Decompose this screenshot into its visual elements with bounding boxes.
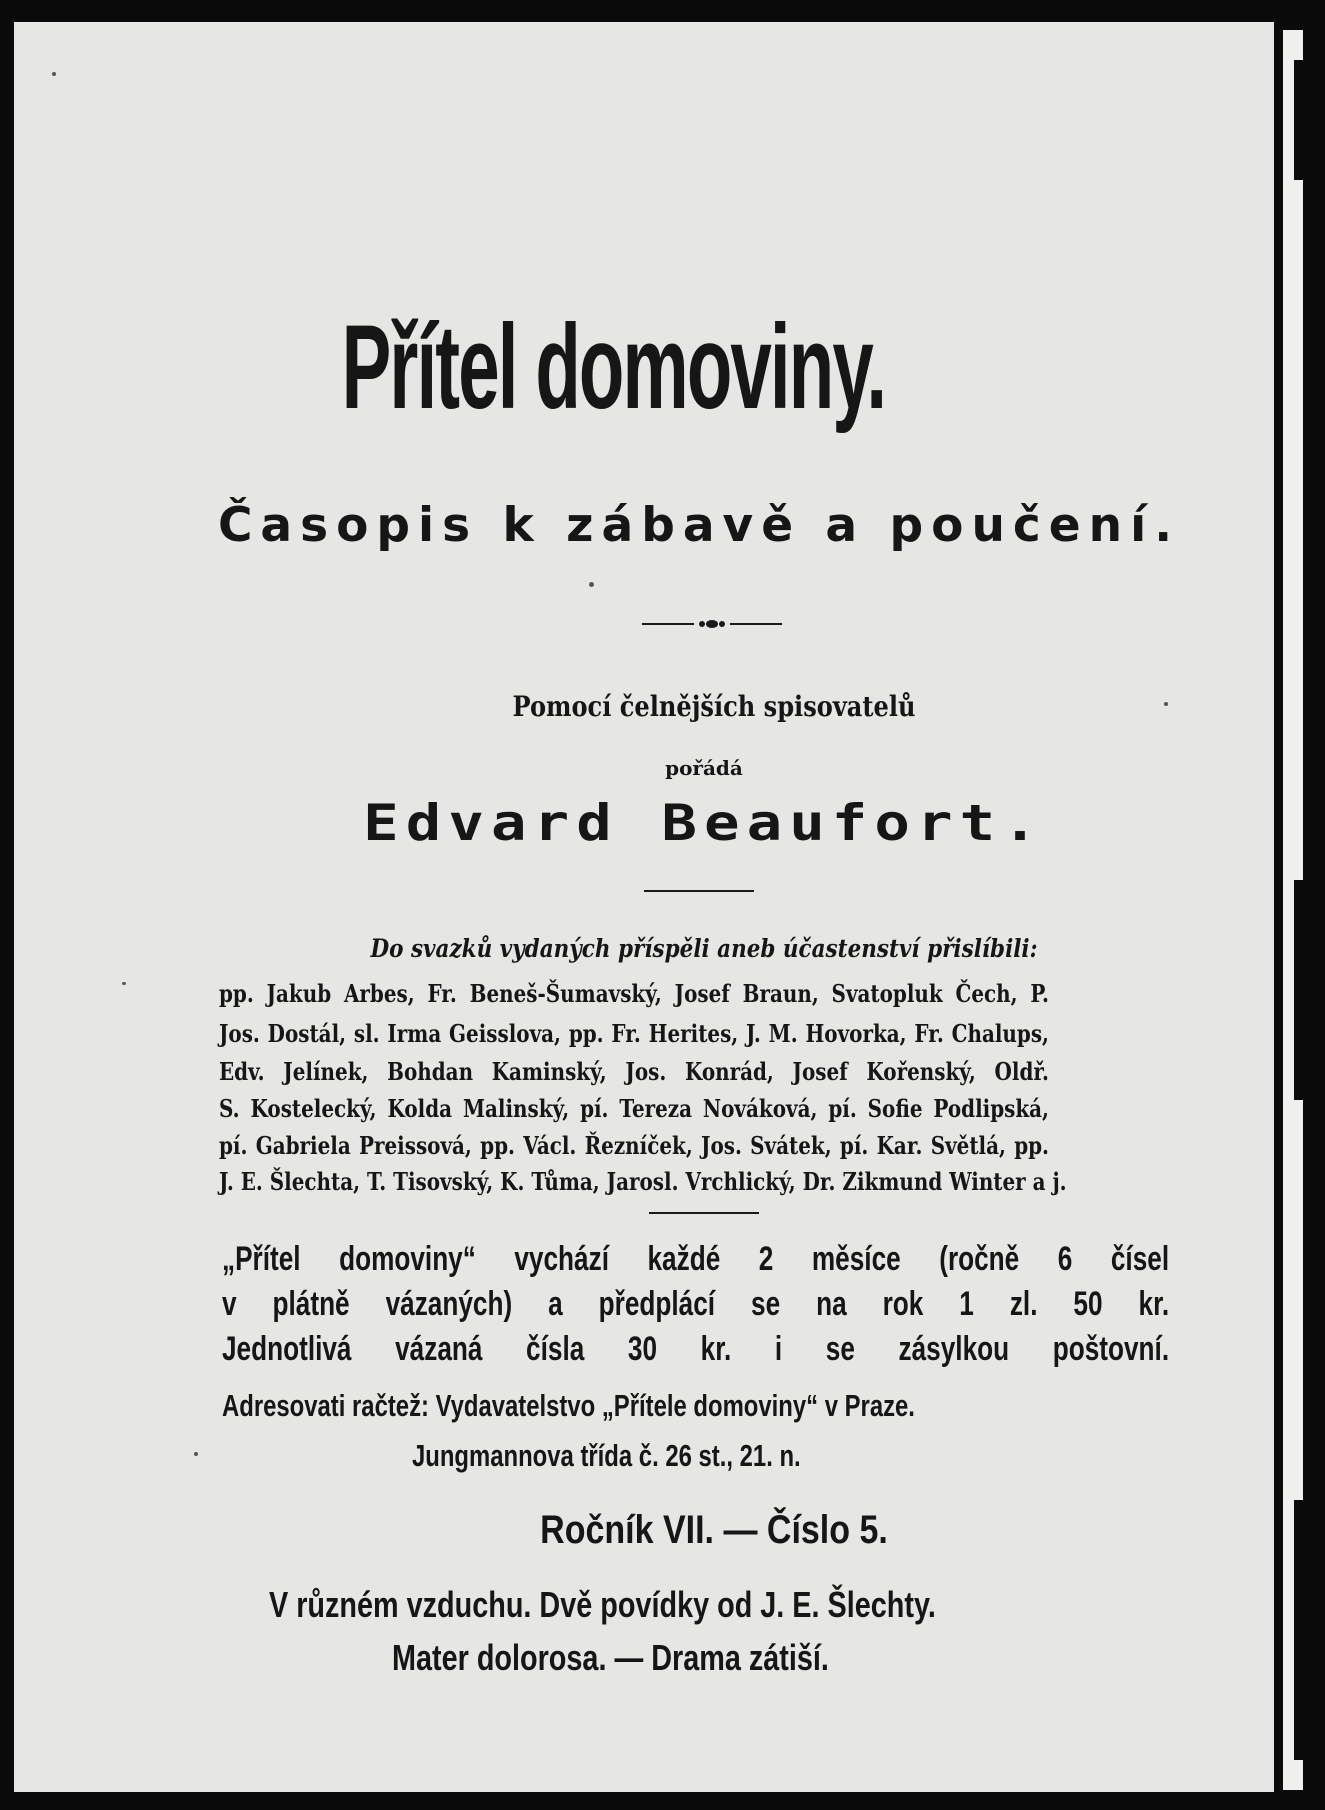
divider-rule xyxy=(649,1212,759,1214)
page-title: Přítel domoviny. xyxy=(341,300,886,434)
contributors-line: pí. Gabriela Preissová, pp. Václ. Řezníček, Jos. Svátek, pí. Kar. Světlá, pp. xyxy=(219,1131,1049,1160)
edge-mark xyxy=(1294,880,1304,1100)
contributors-heading: Do svazků vydaných příspěli aneb účastenství přislíbili: xyxy=(370,934,1038,963)
title-page xyxy=(14,22,1274,1792)
publication-line: „Přítel domoviny“ vychází každé 2 měsíce (ročně 6 čísel xyxy=(222,1240,1170,1278)
address-line: Adresovati račtež: Vydavatelstvo „Přítele domoviny“ v Praze. xyxy=(222,1388,915,1423)
contributors-line: S. Kostelecký, Kolda Malinský, pí. Tereza Nováková, pí. Sofie Podlipská, xyxy=(219,1094,1049,1123)
editorial-line: Pomocí čelnějších spisovatelů xyxy=(512,690,916,723)
print-speck xyxy=(122,982,126,985)
ornament-divider xyxy=(642,614,782,634)
volume-issue: Ročník VII. — Číslo 5. xyxy=(540,1508,888,1552)
contents-line: Mater dolorosa. — Drama zátiší. xyxy=(392,1637,829,1678)
contributors-line: pp. Jakub Arbes, Fr. Beneš-Šumavský, Josef Braun, Svatopluk Čech, P. xyxy=(219,979,1049,1008)
publication-line: Jednotlivá vázaná čísla 30 kr. i se zásylkou poštovní. xyxy=(222,1330,1170,1368)
edge-mark xyxy=(1294,60,1304,180)
print-speck xyxy=(52,72,56,76)
contributors-line: Edv. Jelínek, Bohdan Kaminský, Jos. Konrád, Josef Kořenský, Oldř. xyxy=(219,1057,1049,1086)
publication-line: v plátně vázaných) a předplácí se na rok 1 zl. 50 kr. xyxy=(222,1285,1170,1323)
contributors-line: Jos. Dostál, sl. Irma Geisslova, pp. Fr. Herites, J. M. Hovorka, Fr. Chalups, xyxy=(219,1019,1049,1048)
address-street: Jungmannova třída č. 26 st., 21. n. xyxy=(412,1438,801,1473)
contents-line: V různém vzduchu. Dvě povídky od J. E. Šlechty. xyxy=(269,1584,936,1625)
divider-rule xyxy=(644,890,754,892)
print-speck xyxy=(194,1452,198,1456)
contributors-line: J. E. Šlechta, T. Tisovský, K. Tůma, Jarosl. Vrchlický, Dr. Zikmund Winter a j. xyxy=(219,1167,1067,1196)
print-speck xyxy=(589,582,594,587)
editor-name: Edvard Beaufort. xyxy=(363,794,1045,852)
edge-mark xyxy=(1294,1500,1304,1760)
page-subtitle: Časopis k zábavě a poučení. xyxy=(217,498,1181,553)
editorial-verb: pořádá xyxy=(665,756,743,780)
print-speck xyxy=(1164,702,1168,706)
